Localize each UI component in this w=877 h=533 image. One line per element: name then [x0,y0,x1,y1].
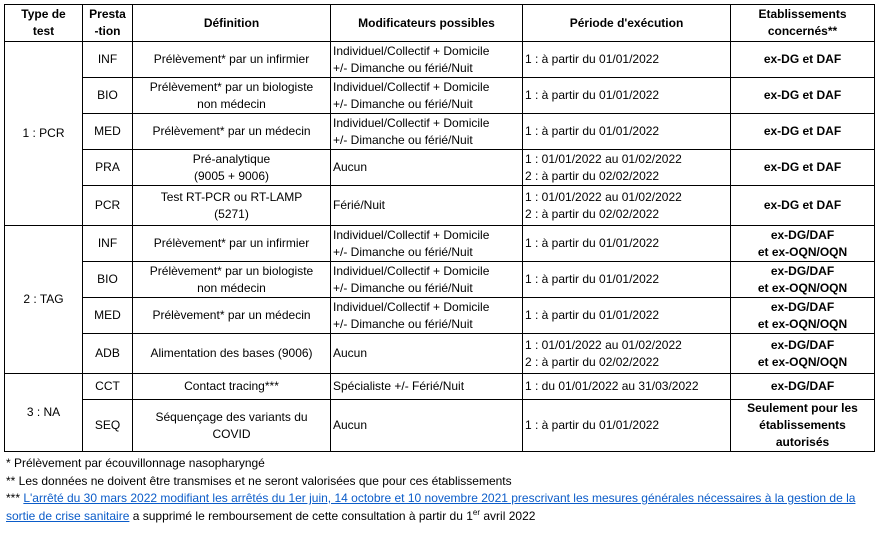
prestation-code-cell: PCR [83,186,133,226]
etablissements-cell: ex-DG et DAF [731,78,875,114]
definition-cell: Prélèvement* par un médecin [133,114,331,150]
table-row [5,400,875,452]
table-row [5,298,875,334]
header-type-test: Type de test [5,5,83,42]
periode-cell: 1 : à partir du 01/01/2022 [523,78,731,114]
modificateurs-cell: Individuel/Collectif + Domicile +/- Dimanche ou férié/Nuit [331,262,523,298]
definition-cell: Prélèvement* par un biologiste non médecin [133,262,331,298]
etablissements-cell: ex-DG et DAF [731,150,875,186]
modificateurs-cell: Individuel/Collectif + Domicile +/- Dimanche ou férié/Nuit [331,226,523,262]
table-row [5,78,875,114]
modificateurs-cell: Aucun [331,150,523,186]
modificateurs-cell: Individuel/Collectif + Domicile +/- Dimanche ou férié/Nuit [331,78,523,114]
table-header-row [5,5,875,42]
header-periode: Période d'exécution [523,5,731,42]
table-row [5,374,875,400]
header-modificateurs: Modificateurs possibles [331,5,523,42]
prestation-code-cell: MED [83,298,133,334]
modificateurs-cell: Aucun [331,334,523,374]
definition-cell: Alimentation des bases (9006) [133,334,331,374]
footnote-1: * Prélèvement par écouvillonnage nasopharyngé [6,456,265,470]
periode-cell: 1 : à partir du 01/01/2022 [523,42,731,78]
modificateurs-cell: Aucun [331,400,523,452]
periode-cell: 1 : à partir du 01/01/2022 [523,400,731,452]
periode-cell: 1 : à partir du 01/01/2022 [523,262,731,298]
prestation-code-cell: BIO [83,78,133,114]
table-row [5,150,875,186]
modificateurs-cell: Spécialiste +/- Férié/Nuit [331,374,523,400]
table-row [5,186,875,226]
periode-cell: 1 : à partir du 01/01/2022 [523,114,731,150]
etablissements-cell: ex-DG/DAF et ex-OQN/OQN [731,226,875,262]
table-row [5,262,875,298]
modificateurs-cell: Individuel/Collectif + Domicile +/- Dimanche ou férié/Nuit [331,298,523,334]
modificateurs-cell: Individuel/Collectif + Domicile +/- Dimanche ou férié/Nuit [331,42,523,78]
prestation-code-cell: CCT [83,374,133,400]
modificateurs-cell: Férié/Nuit [331,186,523,226]
etablissements-cell: ex-DG et DAF [731,42,875,78]
definition-cell: Test RT-PCR ou RT-LAMP (5271) [133,186,331,226]
periode-cell: 1 : 01/01/2022 au 01/02/2022 2 : à partir du 02/02/2022 [523,150,731,186]
footnote-3-sup: er [472,507,481,517]
footnote-2: ** Les données ne doivent être transmises et ne seront valorisées que pour ces établissements [6,473,512,488]
etablissements-cell: ex-DG et DAF [731,114,875,150]
definition-cell: Séquençage des variants du COVID [133,400,331,452]
footnote-3-end: avril 2022 [480,508,536,523]
prestation-code-cell: SEQ [83,400,133,452]
etablissements-cell: ex-DG et DAF [731,186,875,226]
definition-cell: Contact tracing*** [133,374,331,400]
table-row [5,42,875,78]
definition-cell: Prélèvement* par un infirmier [133,42,331,78]
header-prestation: Presta -tion [83,5,133,42]
table-row [5,334,875,374]
periode-cell: 1 : 01/01/2022 au 01/02/2022 2 : à partir du 02/02/2022 [523,186,731,226]
etablissements-cell: ex-DG/DAF [731,374,875,400]
etablissements-cell: ex-DG/DAF et ex-OQN/OQN [731,262,875,298]
definition-cell: Prélèvement* par un infirmier [133,226,331,262]
etablissements-cell: ex-DG/DAF et ex-OQN/OQN [731,334,875,374]
periode-cell: 1 : à partir du 01/01/2022 [523,298,731,334]
prestation-code-cell: PRA [83,150,133,186]
header-definition: Définition [133,5,331,42]
table-row [5,114,875,150]
definition-cell: Prélèvement* par un médecin [133,298,331,334]
footnote-3-marker: *** [6,491,24,505]
type-test-cell: 1 : PCR [5,42,83,226]
type-test-cell: 2 : TAG [5,226,83,374]
footnote-3 [6,490,874,525]
periode-cell: 1 : du 01/01/2022 au 31/03/2022 [523,374,731,400]
prestations-table [4,4,875,452]
etablissements-cell: ex-DG/DAF et ex-OQN/OQN [731,298,875,334]
modificateurs-cell: Individuel/Collectif + Domicile +/- Dimanche ou férié/Nuit [331,114,523,150]
footnote-3-text: a supprimé le remboursement de cette consultation à partir du 1 [129,508,473,523]
header-etablissements: Etablissements concernés** [731,5,875,42]
periode-cell: 1 : 01/01/2022 au 01/02/2022 2 : à partir du 02/02/2022 [523,334,731,374]
arrete-link[interactable]: L'arrêté du 30 mars 2022 modifiant les arrêtés du 1er juin, 14 octobre et 10 novembre 2021 prescrivant les mesures générales nécessaires à la gestion de la sortie de crise sanitaire [6,491,856,523]
prestation-code-cell: ADB [83,334,133,374]
prestation-code-cell: INF [83,42,133,78]
etablissements-cell: Seulement pour les établissements autorisés [731,400,875,452]
type-test-cell: 3 : NA [5,374,83,452]
prestation-code-cell: BIO [83,262,133,298]
definition-cell: Pré-analytique (9005 + 9006) [133,150,331,186]
table-row [5,226,875,262]
prestation-code-cell: INF [83,226,133,262]
footnotes [6,455,874,525]
definition-cell: Prélèvement* par un biologiste non médecin [133,78,331,114]
periode-cell: 1 : à partir du 01/01/2022 [523,226,731,262]
prestation-code-cell: MED [83,114,133,150]
